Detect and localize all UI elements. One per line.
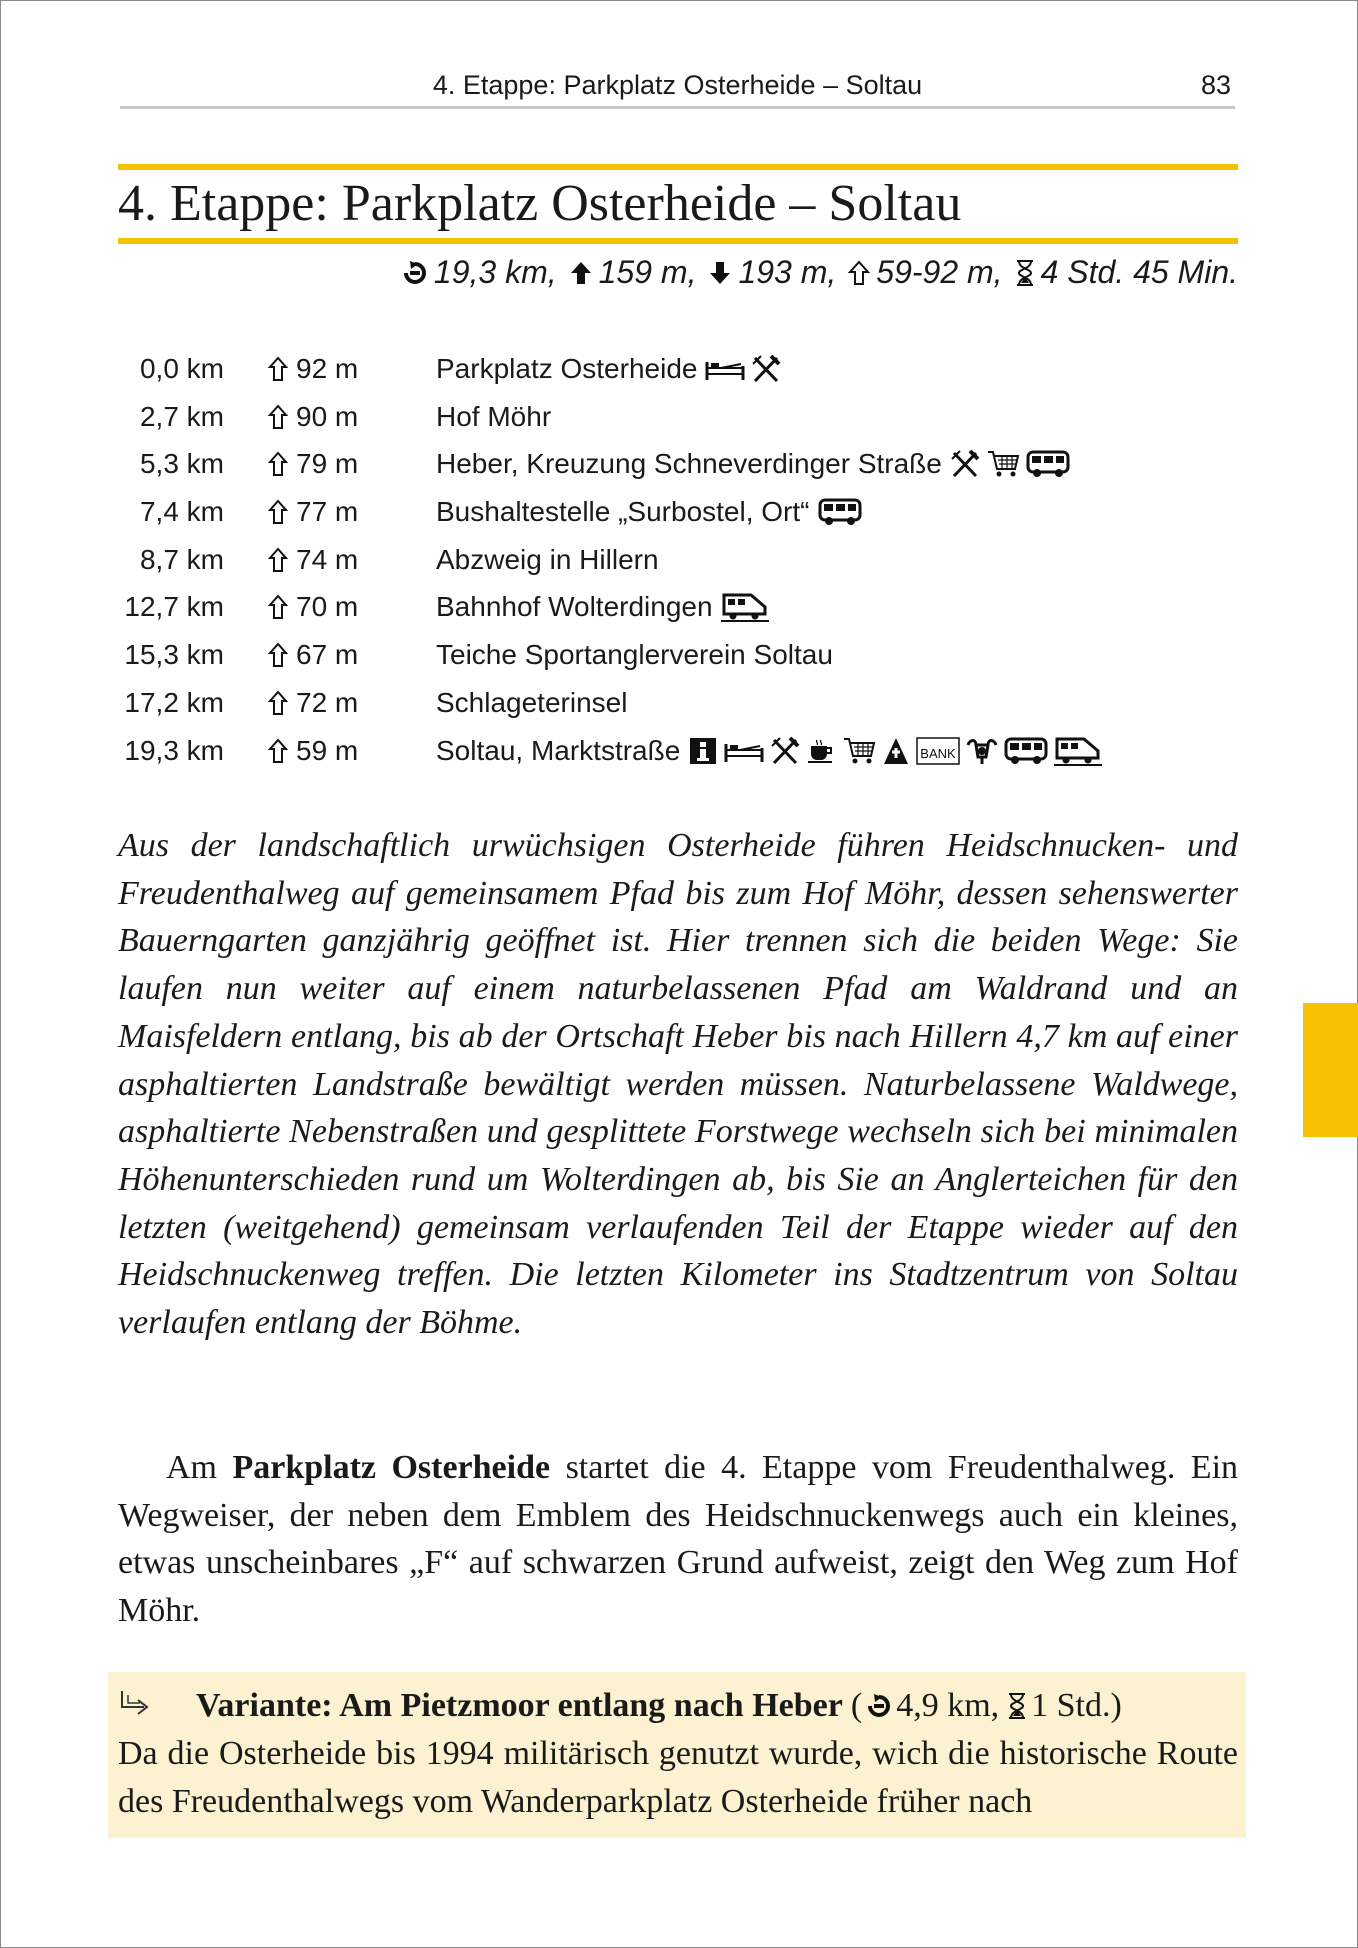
route-altitude-value: 79 m — [296, 448, 359, 480]
variant-hourglass-icon — [1007, 1692, 1027, 1720]
variant-distance-icon — [866, 1693, 892, 1719]
route-amenity-icons — [818, 497, 862, 527]
stats-altitude: 59-92 m, — [876, 254, 1003, 290]
page-number: 83 — [1200, 70, 1231, 100]
route-amenity-icons — [688, 735, 1102, 767]
route-altitude — [268, 732, 358, 770]
variant-box — [108, 1672, 1246, 1838]
altitude-icon — [268, 451, 288, 477]
shopping-cart-icon — [986, 449, 1020, 479]
route-place — [436, 541, 659, 579]
route-altitude — [268, 493, 358, 531]
route-altitude — [268, 398, 358, 436]
route-place-name: Hof Möhr — [436, 400, 552, 432]
altitude-icon — [268, 404, 288, 430]
route-row — [112, 350, 1112, 398]
chapter-heading — [118, 164, 1238, 244]
body-bold-place: Parkplatz Osterheide — [232, 1449, 551, 1486]
route-km: 5,3 km — [139, 448, 224, 480]
route-altitude-value: 72 m — [296, 686, 359, 718]
variant-title: Variante: Am Pietzmoor entlang nach Heber — [196, 1687, 843, 1724]
route-table — [112, 350, 1112, 779]
body-rest: startet die 4. Etappe vom Freudenthalweg. Ein Wegweiser, der neben dem Emblem des Heidschnuckenwegs auch ein kleines, etwas unscheinbares „F“ auf schwarzen Grund aufweist, zeigt den Weg zum Hof Möhr. — [118, 1449, 1239, 1630]
route-altitude — [268, 350, 358, 388]
route-place-name: Parkplatz Osterheide — [436, 353, 698, 384]
stats-descent: 193 m, — [738, 254, 837, 290]
variant-distance: 4,9 km, — [896, 1687, 1000, 1724]
route-place — [436, 684, 627, 722]
route-place — [436, 732, 1102, 770]
chapter-side-tab — [1303, 1003, 1358, 1137]
route-altitude-value: 59 m — [296, 734, 359, 766]
route-altitude-value: 77 m — [296, 496, 359, 528]
bed-icon — [724, 738, 764, 764]
altitude-icon — [268, 356, 288, 382]
route-altitude-value: 74 m — [296, 543, 359, 575]
route-row — [112, 588, 1112, 636]
running-header — [120, 68, 1235, 109]
stats-duration: 4 Std. 45 Min. — [1040, 254, 1238, 290]
route-amenity-icons — [721, 591, 769, 623]
route-altitude-value: 70 m — [296, 591, 359, 623]
route-altitude-value: 90 m — [296, 400, 359, 432]
restaurant-icon — [770, 736, 800, 766]
route-place — [436, 350, 781, 388]
route-place-name: Bahnhof Wolterdingen — [436, 591, 713, 623]
post-icon — [966, 737, 998, 765]
altitude-icon — [848, 260, 870, 286]
route-row — [112, 636, 1112, 684]
route-altitude — [268, 588, 358, 626]
route-altitude — [268, 541, 358, 579]
route-km: 0,0 km — [139, 353, 224, 384]
route-km: 8,7 km — [139, 543, 224, 575]
restaurant-icon — [950, 449, 980, 479]
route-row — [112, 541, 1112, 589]
route-km: 12,7 km — [124, 591, 224, 623]
route-place — [436, 588, 769, 626]
train-icon — [721, 591, 769, 623]
stats-ascent: 159 m, — [598, 254, 697, 290]
altitude-icon — [268, 690, 288, 716]
stats-distance: 19,3 km, — [433, 254, 557, 290]
altitude-icon — [268, 738, 288, 764]
train-icon — [1054, 735, 1102, 767]
route-km: 2,7 km — [139, 400, 224, 432]
bed-icon — [705, 356, 745, 382]
altitude-icon — [268, 642, 288, 668]
bus-icon — [1026, 449, 1070, 479]
running-title: 4. Etappe: Parkplatz Osterheide – Soltau — [432, 70, 923, 100]
route-place-name: Schlageterinsel — [436, 686, 628, 718]
altitude-icon — [268, 594, 288, 620]
info-icon — [688, 736, 718, 766]
route-km: 17,2 km — [124, 686, 224, 718]
route-place — [436, 398, 551, 436]
route-row — [112, 398, 1112, 446]
variant-arrow-icon — [118, 1689, 196, 1723]
descent-icon — [708, 260, 732, 286]
route-place — [436, 493, 862, 531]
route-row — [112, 732, 1112, 780]
shopping-cart-icon — [842, 736, 876, 766]
stage-stats — [390, 254, 1238, 291]
route-altitude — [268, 636, 358, 674]
variant-duration: 1 Std.) — [1031, 1687, 1122, 1724]
bus-icon — [1004, 736, 1048, 766]
intro-paragraph: Aus der landschaftlich urwüchsigen Osterheide führen Heidschnucken- und Freudenthalweg auf gemeinsamem Pfad bis zum Hof Möhr, dessen sehenswerter Bauerngarten ganzjährig geöffnet ist. Hier trennen sich die beiden Wege: Sie laufen nun weiter auf einem naturbelassenen Pfad am Waldrand und an Maisfeldern entlang, bis ab der Ortschaft Heber bis nach Hillern 4,7 km auf einer asphaltierten Landstraße bewältigt werden müssen. Naturbelassene Waldwege, asphaltierte Nebenstraßen und gesplittete Forstwege wechseln sich bei minimalen Höhenunterschieden rund um Wolterdingen ab, bis Sie an Anglerteichen für den letzten (weitgehend) gemeinsam verlaufenden Teil der Etappe wieder auf den Heidschnuckenweg treffen. Die letzten Kilometer ins Stadtzentrum von Soltau verlaufen entlang der Böhme. — [118, 827, 1238, 1342]
altitude-icon — [268, 499, 288, 525]
distance-icon — [402, 260, 428, 286]
chapter-title: 4. Etappe: Parkplatz Osterheide – Soltau — [118, 175, 962, 232]
route-km: 7,4 km — [139, 496, 224, 528]
altitude-icon — [268, 547, 288, 573]
hourglass-icon — [1015, 259, 1035, 287]
route-km: 19,3 km — [124, 734, 224, 766]
route-place-name: Bushaltestelle „Surbostel, Ort“ — [436, 496, 810, 528]
route-place-name: Teiche Sportanglerverein Soltau — [436, 639, 833, 671]
route-place-name: Heber, Kreuzung Schneverdinger Straße — [436, 448, 942, 480]
route-row — [112, 684, 1112, 732]
route-place — [436, 445, 1070, 483]
route-altitude — [268, 684, 358, 722]
bank-icon — [916, 737, 960, 765]
route-altitude-value: 67 m — [296, 639, 359, 671]
svg-text:BANK: BANK — [920, 745, 957, 761]
body-paragraph — [118, 1444, 1238, 1635]
variant-text: Da die Osterheide bis 1994 militärisch genutzt wurde, wich die historische Route des Freudenthalwegs vom Wanderparkplatz Osterheide früher nach — [118, 1735, 1238, 1820]
route-amenity-icons — [950, 449, 1070, 479]
route-amenity-icons — [705, 354, 781, 384]
route-altitude — [268, 445, 358, 483]
variant-open-paren: ( — [850, 1687, 863, 1724]
route-row — [112, 445, 1112, 493]
body-lead: Am — [166, 1449, 217, 1486]
route-km: 15,3 km — [124, 639, 224, 671]
restaurant-icon — [751, 354, 781, 384]
bus-icon — [818, 497, 862, 527]
route-place-name: Soltau, Marktstraße — [436, 734, 681, 766]
route-place — [436, 636, 833, 674]
route-place-name: Abzweig in Hillern — [436, 543, 659, 575]
variant-header — [118, 1682, 1238, 1730]
cafe-icon — [806, 738, 836, 764]
pharmacy-icon — [882, 736, 910, 766]
ascent-icon — [569, 260, 593, 286]
route-altitude-value: 92 m — [296, 353, 359, 384]
route-row — [112, 493, 1112, 541]
